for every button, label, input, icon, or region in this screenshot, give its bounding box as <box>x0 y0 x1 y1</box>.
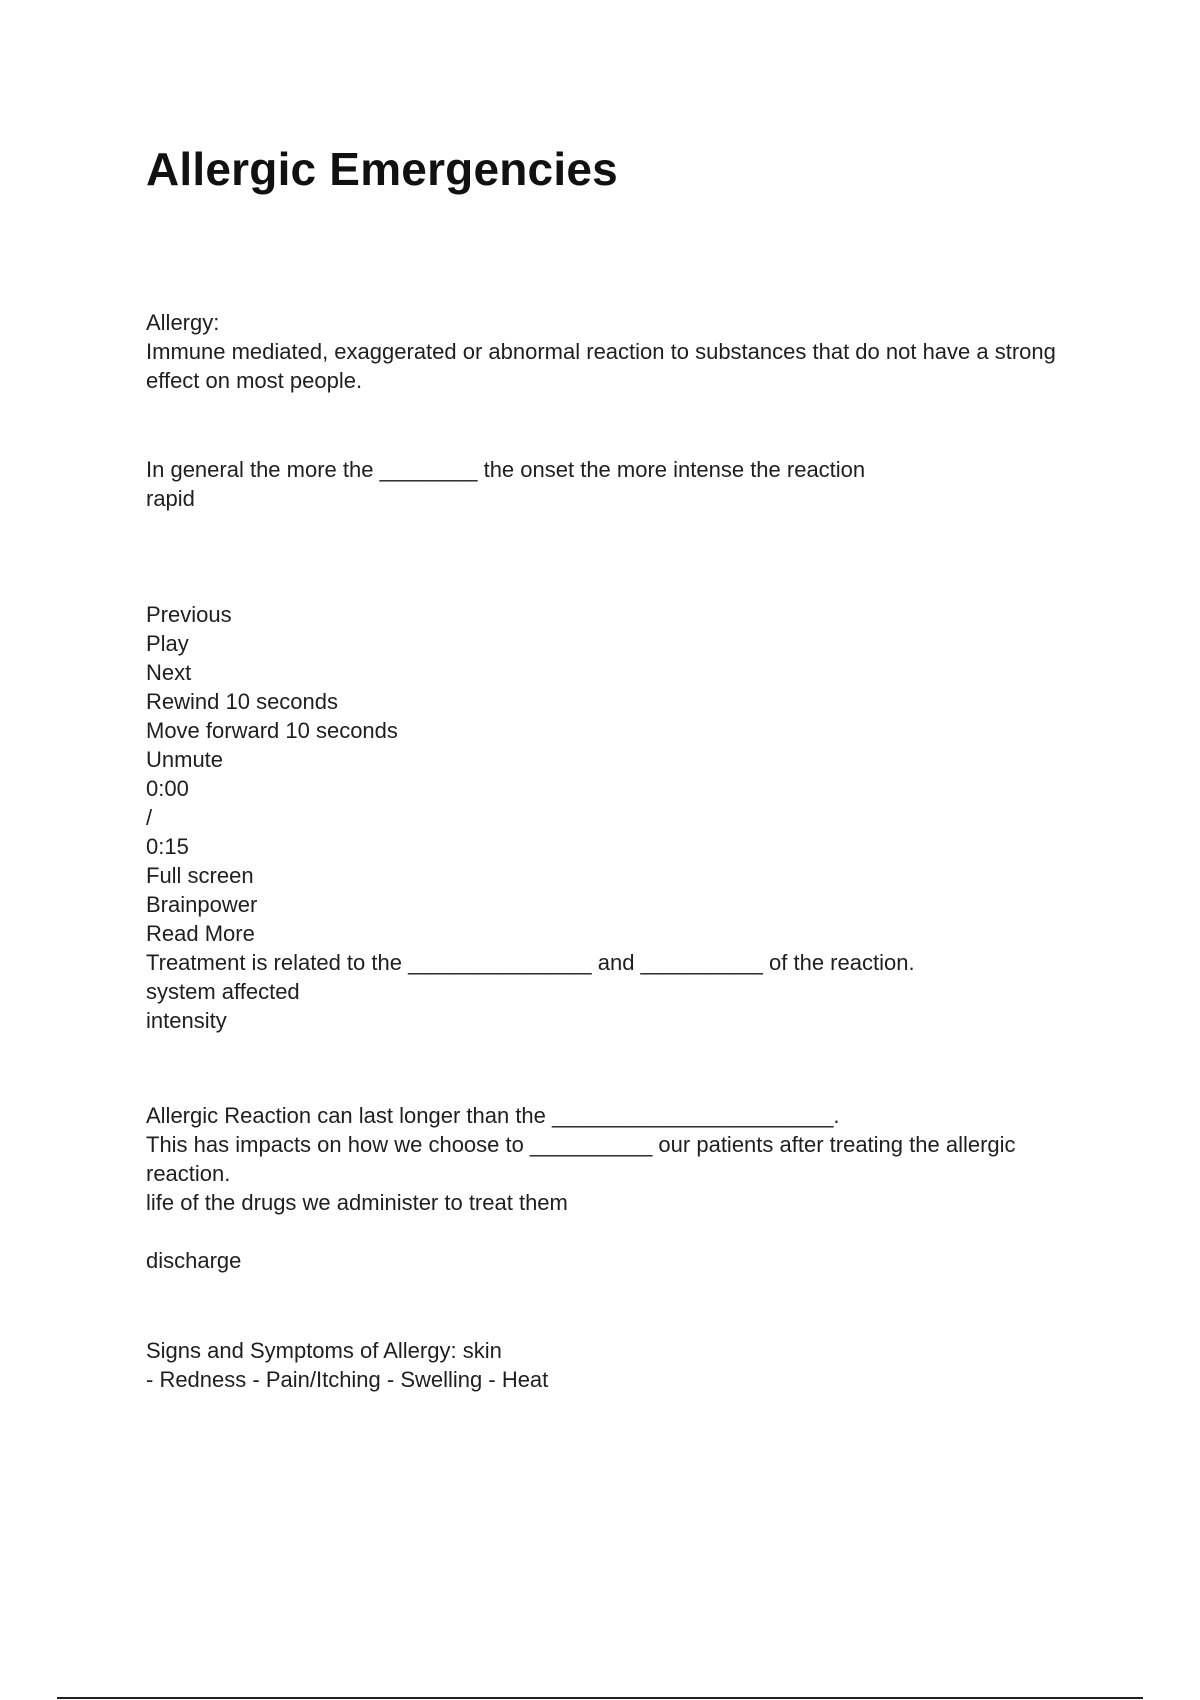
current-time: 0:00 <box>146 776 189 801</box>
skin-symptoms-items: - Redness - Pain/Itching - Swelling - Heat <box>146 1367 549 1392</box>
onset-question-block <box>146 455 1076 513</box>
duration-time: 0:15 <box>146 834 189 859</box>
treatment-answer-1: system affected <box>146 979 300 1004</box>
treatment-answer-2: intensity <box>146 1008 227 1033</box>
duration-answer-2: discharge <box>146 1248 242 1273</box>
read-more-link[interactable]: Read More <box>146 921 255 946</box>
allergy-definition-block <box>146 308 1076 395</box>
skin-symptoms-block <box>146 1336 1076 1394</box>
page-title: Allergic Emergencies <box>146 143 618 195</box>
duration-question-1: Allergic Reaction can last longer than the _______________________. <box>146 1103 840 1128</box>
time-separator: / <box>146 805 153 830</box>
duration-question-2: This has impacts on how we choose to __________ our patients after treating the allergic reaction. <box>146 1132 1016 1186</box>
treatment-question: Treatment is related to the _______________ and __________ of the reaction. <box>146 950 915 975</box>
duration-answer-1: life of the drugs we administer to treat them <box>146 1190 568 1215</box>
full-screen-button[interactable]: Full screen <box>146 863 254 888</box>
onset-answer: rapid <box>146 486 195 511</box>
play-button[interactable]: Play <box>146 631 189 656</box>
next-button[interactable]: Next <box>146 660 192 685</box>
duration-question-block <box>146 1101 1076 1275</box>
allergy-definition: Immune mediated, exaggerated or abnormal reaction to substances that do not have a strong effect on most people. <box>146 339 1056 393</box>
unmute-button[interactable]: Unmute <box>146 747 224 772</box>
onset-question: In general the more the ________ the onset the more intense the reaction <box>146 457 866 482</box>
footer-divider <box>57 1697 1143 1699</box>
brainpower-link[interactable]: Brainpower <box>146 892 258 917</box>
rewind-button[interactable]: Rewind 10 seconds <box>146 689 339 714</box>
skin-symptoms-heading: Signs and Symptoms of Allergy: skin <box>146 1338 502 1363</box>
media-controls-and-treatment-block <box>146 600 1076 1035</box>
allergy-term: Allergy: <box>146 310 220 335</box>
previous-button[interactable]: Previous <box>146 602 232 627</box>
forward-button[interactable]: Move forward 10 seconds <box>146 718 398 743</box>
